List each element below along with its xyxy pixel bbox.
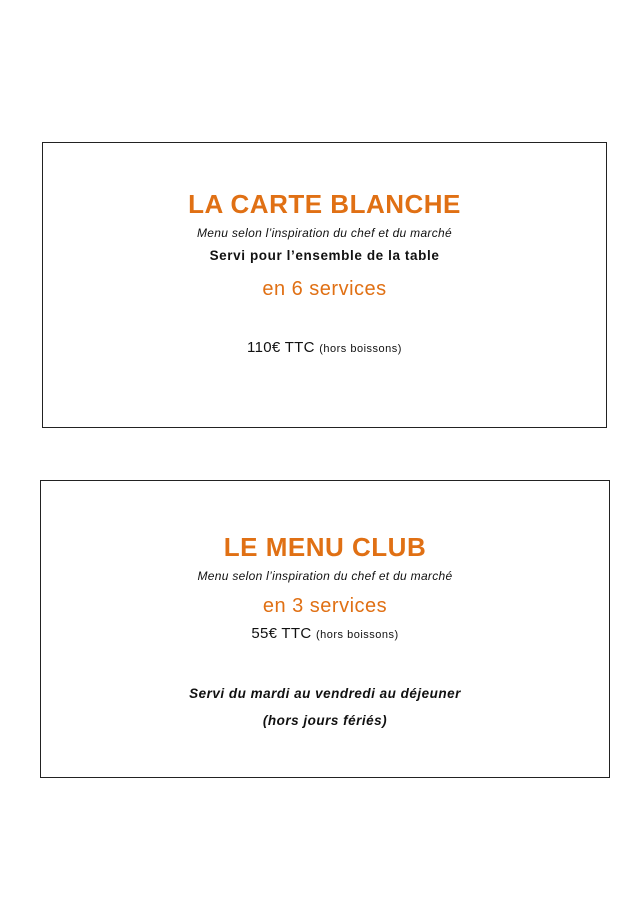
menu-club-exclusion: (hors jours fériés) xyxy=(262,713,388,728)
menu-club-price-note: (hors boissons) xyxy=(315,629,399,641)
carte-blanche-title: LA CARTE BLANCHE xyxy=(188,189,461,219)
carte-blanche-price-note: (hors boissons) xyxy=(319,343,402,355)
menu-club-services: en 3 services xyxy=(262,595,388,617)
carte-blanche-services: en 6 services xyxy=(262,278,387,300)
menu-club-price: 55€ TTC xyxy=(251,625,312,642)
menu-club-card xyxy=(40,480,610,778)
menu-club-price-line xyxy=(41,626,609,641)
carte-blanche-served: Servi pour l’ensemble de la table xyxy=(209,248,440,263)
carte-blanche-price-line xyxy=(43,340,606,355)
carte-blanche-subtitle: Menu selon l’inspiration du chef et du marché xyxy=(197,226,452,240)
carte-blanche-price: 110€ TTC xyxy=(247,339,315,356)
menu-club-title: LE MENU CLUB xyxy=(223,532,427,562)
carte-blanche-card xyxy=(42,142,607,428)
menu-club-availability: Servi du mardi au vendredi au déjeuner xyxy=(189,686,461,701)
menu-club-subtitle: Menu selon l’inspiration du chef et du marché xyxy=(197,569,453,583)
